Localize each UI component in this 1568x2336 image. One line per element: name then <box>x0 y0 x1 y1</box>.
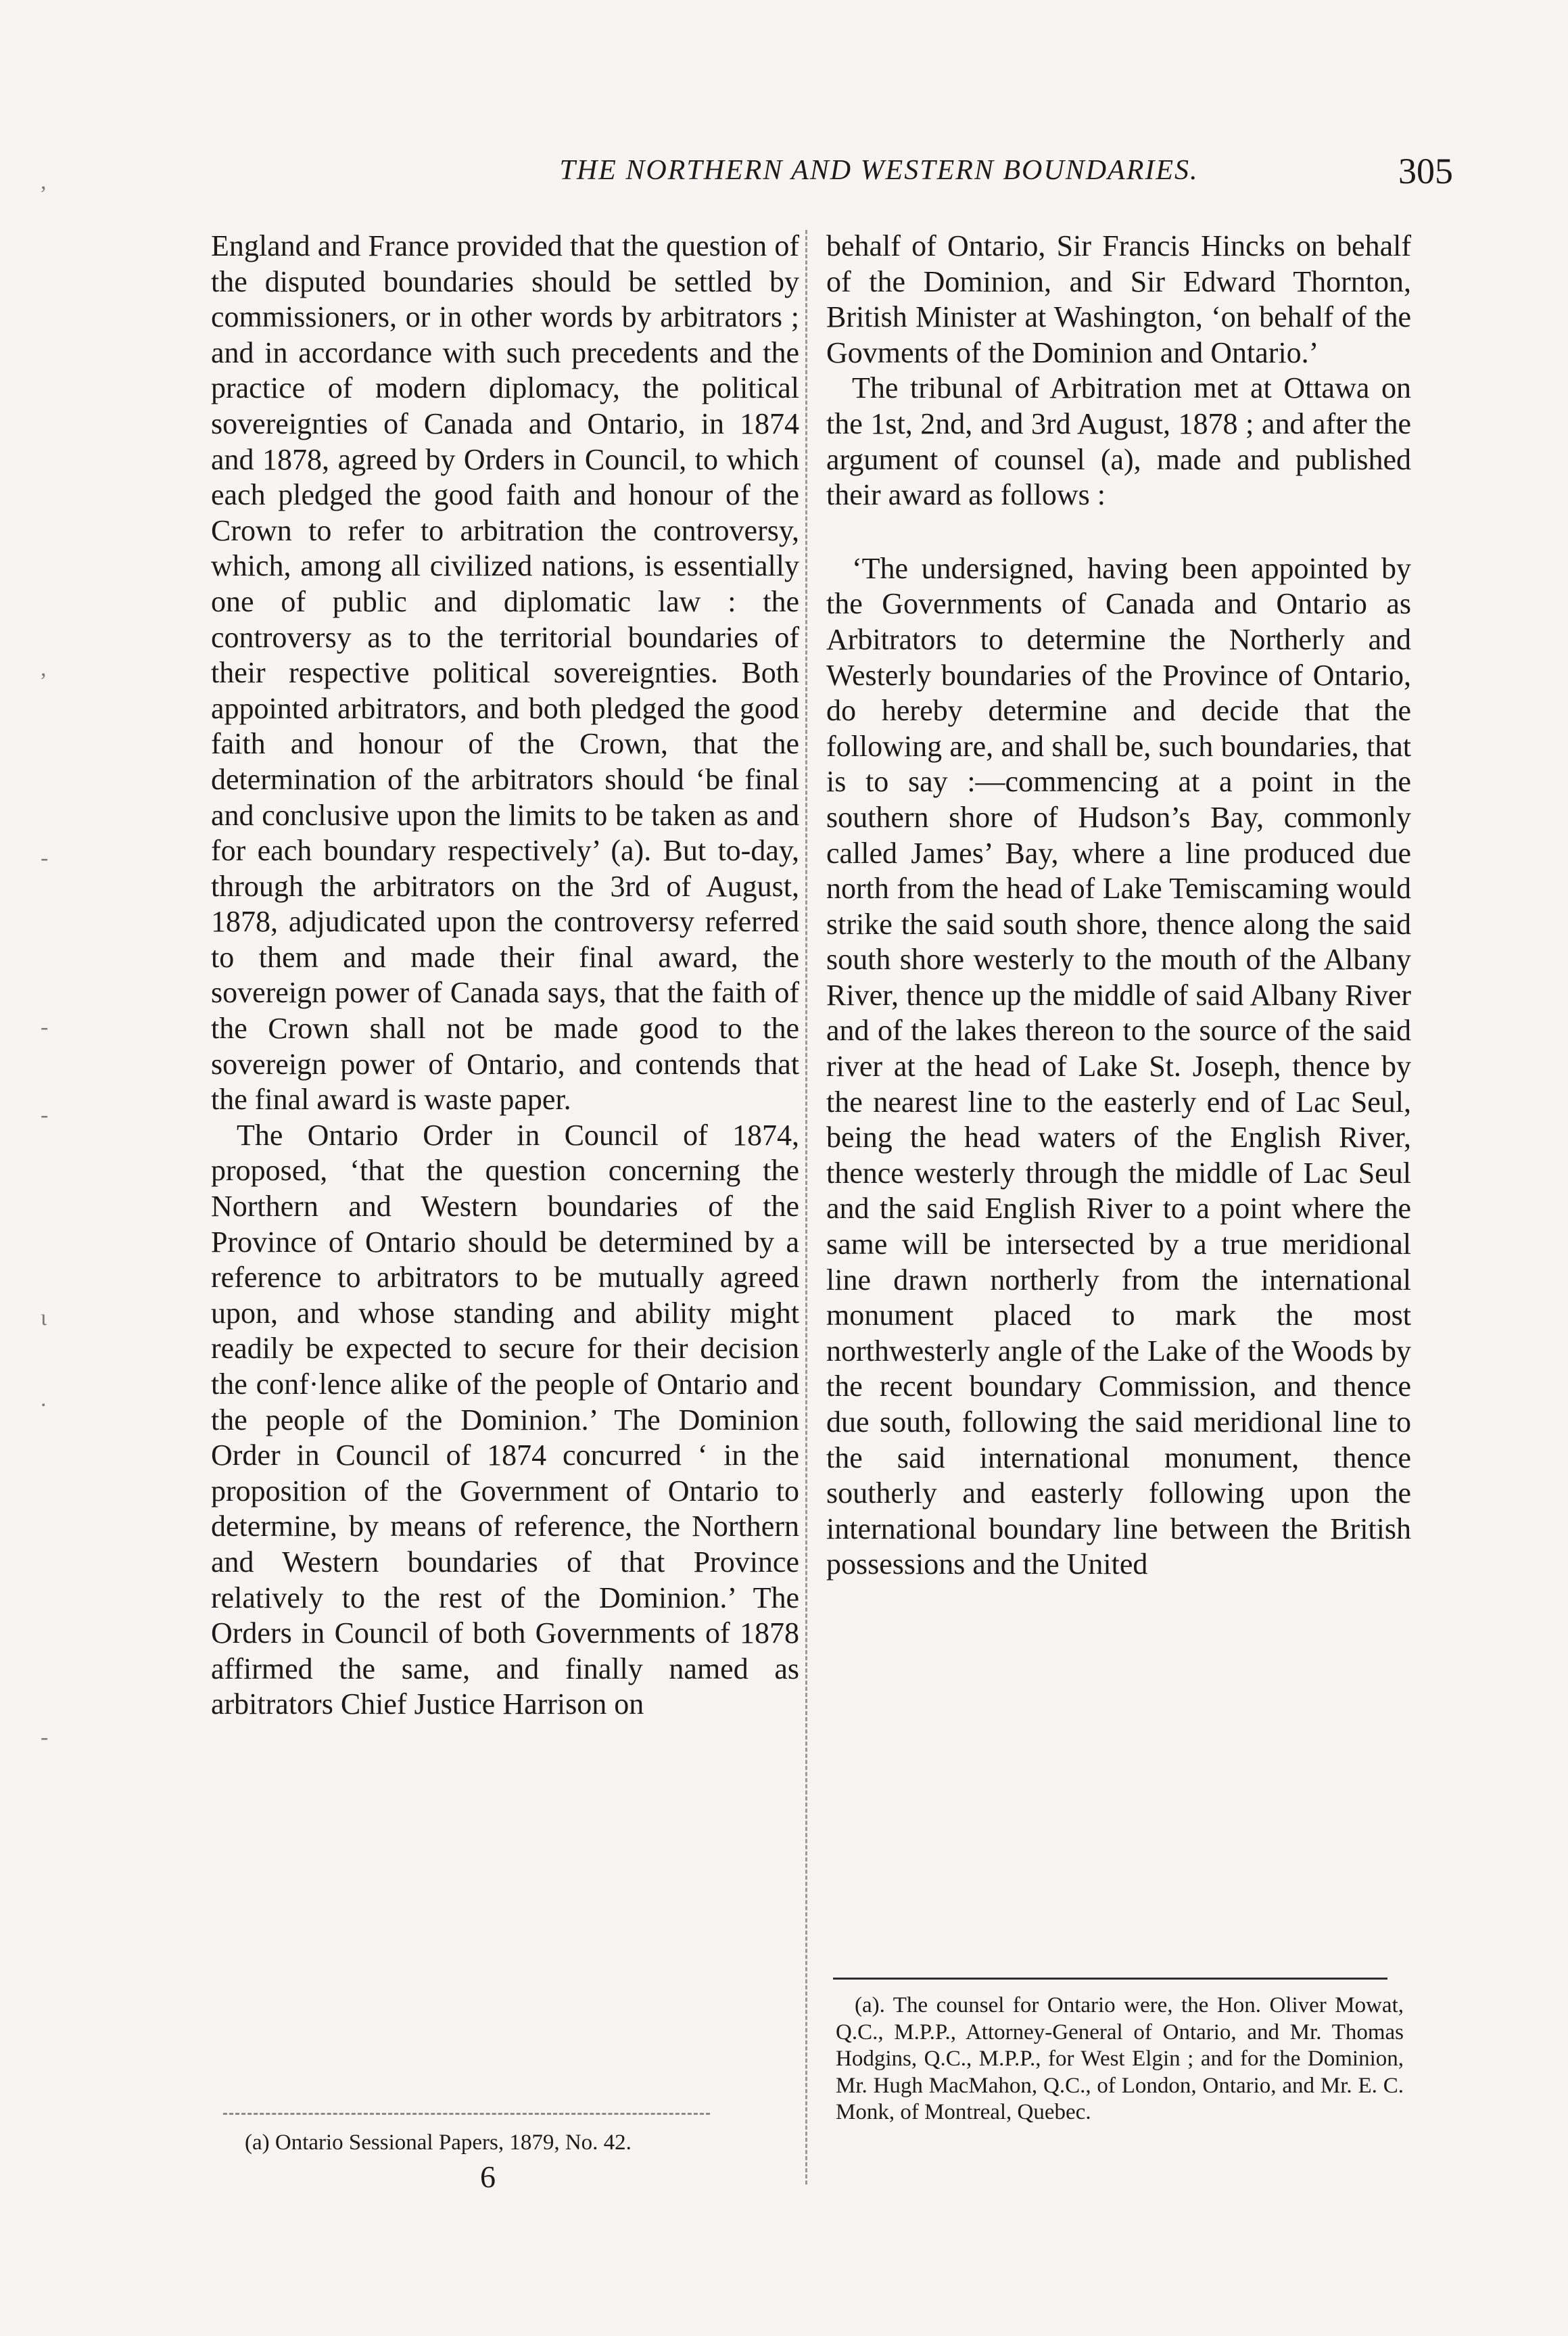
paragraph: The Ontario Order in Council of 1874, proposed, ‘that the question concerning the Northern and Western boundaries of the Province of Ontario should be determined by a reference to arbitrators to be mutually agreed upon, and whose standing and ability might readily be expected to secure for their decision the conf·lence alike of the people of Ontario and the people of the Dominion.’ The Dominion Order in Council of 1874 concurred ‘ in the proposition of the Government of Ontario to determine, by means of reference, the Northern and Western boundaries of that Province relatively to the rest of the Dominion.’ The Orders in Council of both Governments of 1878 affirmed the same, and finally named as arbitrators Chief Justice Harrison on <box>211 1118 799 1721</box>
award-quotation: ‘The undersigned, having been appointed by the Governments of Canada and Ontario as Arbitrators to determine the Northerly and Westerly boundaries of the Province of Ontario, do hereby determine and decide that the following are, and shall be, such boundaries, that is to say :—commencing at a point in the southern shore of Hudson’s Bay, commonly called James’ Bay, where a line produced due north from the head of Lake Temiscaming would strike the said south shore, thence along the said south shore westerly to the mouth of the Albany River, thence up the middle of said Albany River and of the lakes thereon to the source of the said river at the head of Lake St. Joseph, thence by the nearest line to the easterly end of Lac Seul, being the head waters of the English River, thence westerly through the middle of Lac Seul and the said English River to a point where the same will be intersected by a true meridional line drawn northerly from the international monument placed to mark the most northwesterly angle of the Lake of the Woods by the recent boundary Commission, and thence due south, following the said meridional line to the said international monument, thence southerly and easterly following upon the international boundary line between the British possessions and the United <box>826 551 1411 1581</box>
running-title: THE NORTHERN AND WESTERN BOUNDARIES. <box>559 155 1199 186</box>
paragraph: The tribunal of Arbitration met at Ottawa on the 1st, 2nd, and 3rd August, 1878 ; and after the argument of counsel (a), made and published their award as follows : <box>826 371 1411 512</box>
margin-scan-marks: , , - - - ι . - <box>41 169 49 1750</box>
column-divider <box>805 230 807 2185</box>
footnote-left: (a) Ontario Sessional Papers, 1879, No. 42. <box>245 2130 632 2155</box>
right-column <box>826 229 1411 1583</box>
left-column <box>211 229 799 1723</box>
paragraph: behalf of Ontario, Sir Francis Hincks on behalf of the Dominion, and Sir Edward Thornton, British Minister at Washington, ‘on behalf of the Govments of the Dominion and Ontario.’ <box>826 229 1411 369</box>
signature-mark: 6 <box>480 2159 496 2194</box>
footnote-rule <box>223 2113 710 2115</box>
footnote-rule <box>833 1978 1387 1980</box>
page-number: 305 <box>1398 151 1453 191</box>
paragraph: England and France provided that the question of the disputed boundaries should be settled by commissioners, or in other words by arbitrators ; and in accordance with such precedents and the practice of modern diplomacy, the political sovereignties of Canada and Ontario, in 1874 and 1878, agreed by Orders in Council, to which each pledged the good faith and honour of the Crown to refer to arbitration the controversy, which, among all civilized nations, is essentially one of public and diplomatic law : the controversy as to the territorial boundaries of their respective political sovereignties. Both appointed arbitrators, and both pledged the good faith and honour of the Crown, that the determination of the arbitrators should ‘be final and conclusive upon the limits to be taken as and for each boundary respectively’ (a). But to-day, through the arbitrators on the 3rd of August, 1878, adjudicated upon the controversy referred to them and made their final award, the sovereign power of Canada says, that the faith of the Crown shall not be made good to the sovereign power of Ontario, and contends that the final award is waste paper. <box>211 229 799 1117</box>
footnote-right: (a). The counsel for Ontario were, the Hon. Oliver Mowat, Q.C., M.P.P., Attorney-General of Ontario, and Mr. Thomas Hodgins, Q.C., M.P.P., for West Elgin ; and for the Dominion, Mr. Hugh MacMahon, Q.C., of London, Ontario, and Mr. E. C. Monk, of Montreal, Quebec. <box>836 1993 1404 2124</box>
